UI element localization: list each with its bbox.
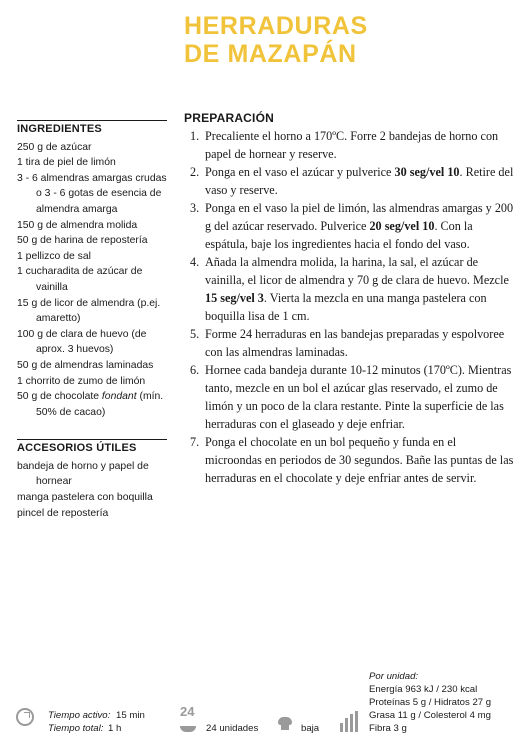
- accessories-list: [17, 459, 167, 521]
- ingredient-item: 1 chorrito de zumo de limón: [17, 375, 146, 387]
- clock-icon: [16, 708, 34, 726]
- step-item: [184, 127, 514, 163]
- ingredient-item: 50 g de harina de repostería: [17, 235, 148, 247]
- nutrition-protein-carbs: Proteínas 5 g / Hidratos 27 g: [369, 697, 492, 708]
- preparation-heading: PREPARACIÓN: [184, 111, 274, 125]
- step-item: [184, 163, 514, 199]
- nutrition-fat-cholesterol: Grasa 11 g / Colesterol 4 mg: [369, 710, 491, 721]
- chef-hat-icon: [278, 717, 292, 730]
- step-item: [184, 361, 514, 433]
- accessories-heading: ACCESORIOS ÚTILES: [17, 439, 167, 459]
- step-text: . Retire del vaso y reserve.: [205, 165, 514, 197]
- left-column: [17, 120, 167, 521]
- ingredient-item: 250 g de azúcar: [17, 141, 92, 153]
- servings-number: 24: [180, 704, 195, 719]
- step-text: Ponga en el vaso el azúcar y pulverice: [205, 165, 395, 179]
- step-text: Precaliente el horno a 170ºC. Forre 2 bandejas de horno con papel de hornear y reserve.: [205, 129, 499, 161]
- nutrition-energy: Energía 963 kJ / 230 kcal: [369, 684, 478, 695]
- title-line-1: HERRADURAS: [184, 12, 368, 40]
- nutrition-header: Por unidad:: [369, 671, 419, 682]
- accessory-item: bandeja de horno y papel de hornear: [17, 460, 149, 488]
- step-setting: 15 seg/vel 3: [205, 291, 264, 305]
- step-text: Añada la almendra molida, la harina, la sal, el azúcar de vainilla, el licor de almendra y 70 g de clara de huevo. Mezcle: [205, 255, 509, 287]
- step-text: Ponga en el vaso la piel de limón, las almendras amargas y 200 g del azúcar reservado. Pulverice: [205, 201, 514, 233]
- step-number: 5.: [190, 327, 200, 341]
- ingredient-item: 15 g de licor de almendra (p.ej. amaretto): [17, 297, 161, 325]
- accessory-item: manga pastelera con boquilla: [17, 492, 153, 504]
- step-setting: 30 seg/vel 10: [394, 165, 460, 179]
- step-text: . Con la espátula, baje los ingredientes hacia el fondo del vaso.: [205, 219, 473, 251]
- step-text: Hornee cada bandeja durante 10-12 minutos (170ºC). Mientras tanto, mezcle en un bol el azúcar glas reservado, el zumo de limón y un poco de la clara restante. Pinte la superficie de las herraduras con el glaseado y deje enfriar.: [205, 363, 512, 431]
- total-time-label: Tiempo total:: [48, 723, 104, 734]
- nutrition-fiber: Fibra 3 g: [369, 723, 407, 734]
- active-time-value: 15 min: [116, 710, 145, 721]
- steps-list: [184, 127, 514, 487]
- servings-label: 24 unidades: [206, 723, 259, 734]
- ingredients-heading: INGREDIENTES: [17, 120, 167, 140]
- step-setting: 20 seg/vel 10: [369, 219, 435, 233]
- ingredient-text: 50 g de chocolate: [17, 391, 102, 403]
- ingredient-italic: fondant: [101, 391, 137, 403]
- step-text: . Vierta la mezcla en una manga pastelera con boquilla lisa de 1 cm.: [205, 291, 487, 323]
- ingredient-item: 150 g de almendra molida: [17, 219, 138, 231]
- ingredient-item: 1 pellizco de sal: [17, 250, 91, 262]
- step-number: 6.: [190, 363, 200, 377]
- step-number: 2.: [190, 165, 200, 179]
- ingredient-item: 1 tira de piel de limón: [17, 157, 116, 169]
- title-line-2: DE MAZAPÁN: [184, 40, 357, 68]
- ingredient-item: 3 - 6 almendras amargas crudas o 3 - 6 gotas de esencia de almendra amarga: [17, 172, 167, 215]
- ingredient-item: 50 g de almendras laminadas: [17, 359, 154, 371]
- total-time-value: 1 h: [108, 723, 122, 734]
- accessory-item: pincel de repostería: [17, 507, 109, 519]
- recipe-footer: [0, 668, 528, 750]
- preparation-section: [184, 111, 514, 487]
- ingredient-item: 100 g de clara de huevo (de aprox. 3 huevos): [17, 328, 147, 356]
- step-item: [184, 325, 514, 361]
- step-item: [184, 253, 514, 325]
- step-text: Ponga el chocolate en un bol pequeño y funda en el microondas en periodos de 30 segundos. Bañe las puntas de las herraduras en el chocolate y deje enfriar antes de servir.: [205, 435, 514, 485]
- step-item: [184, 433, 514, 487]
- step-number: 3.: [190, 201, 200, 215]
- ingredient-text: (mín. 50% de cacao): [36, 391, 164, 418]
- ingredients-list: [17, 140, 167, 421]
- recipe-title: [184, 12, 514, 68]
- bowl-icon: [180, 726, 196, 732]
- difficulty-label: baja: [301, 723, 320, 734]
- ingredient-item: 1 cucharadita de azúcar de vainilla: [17, 266, 143, 293]
- step-number: 4.: [190, 255, 200, 269]
- active-time-label: Tiempo activo:: [48, 710, 111, 721]
- nutrition-bars-icon: [340, 711, 358, 732]
- ingredient-item: [17, 389, 167, 420]
- step-item: [184, 199, 514, 253]
- step-number: 1.: [190, 129, 200, 143]
- step-number: 7.: [190, 435, 200, 449]
- step-text: Forme 24 herraduras en las bandejas preparadas y espolvoree con las almendras laminadas.: [205, 327, 505, 359]
